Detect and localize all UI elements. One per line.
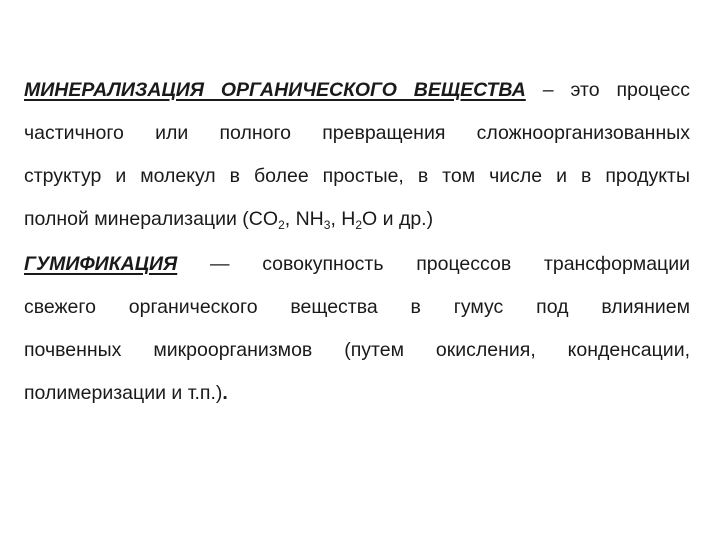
mineralization-line-3: структур и молекул в более простые, в том числе и в продукты [24,165,690,187]
subscript: 2 [278,218,285,232]
mineralization-text: – это процесс [542,79,690,101]
formula-text: , NH [284,208,324,230]
formula-text: , H [330,208,356,230]
humification-line-3: почвенных микроорганизмов (путем окисления, конденсации, [24,339,690,361]
humification-text: полимеризации и т.п.) [24,382,223,404]
humification-definition [24,243,690,415]
humification-text: — совокупность процессов трансформации [209,253,690,275]
humification-line-4 [24,372,690,415]
mineralization-line-4 [24,198,690,241]
mineralization-definition [24,69,690,241]
final-period: . [222,382,228,404]
humification-line-2: свежего органического вещества в гумус под влиянием [24,296,690,318]
subscript: 2 [355,218,363,232]
mineralization-term: МИНЕРАЛИЗАЦИЯ ОРГАНИЧЕСКОГО ВЕЩЕСТВА [24,79,526,101]
subscript: 3 [323,218,331,232]
formula-text: O и др.) [362,208,434,230]
humification-term: ГУМИФИКАЦИЯ [24,253,178,275]
mineralization-line-2: частичного или полного превращения сложноорганизованных [24,122,690,144]
mineralization-line-1 [24,69,690,112]
humification-line-1 [24,243,690,286]
formula-text: полной минерализации (CO [24,208,279,230]
